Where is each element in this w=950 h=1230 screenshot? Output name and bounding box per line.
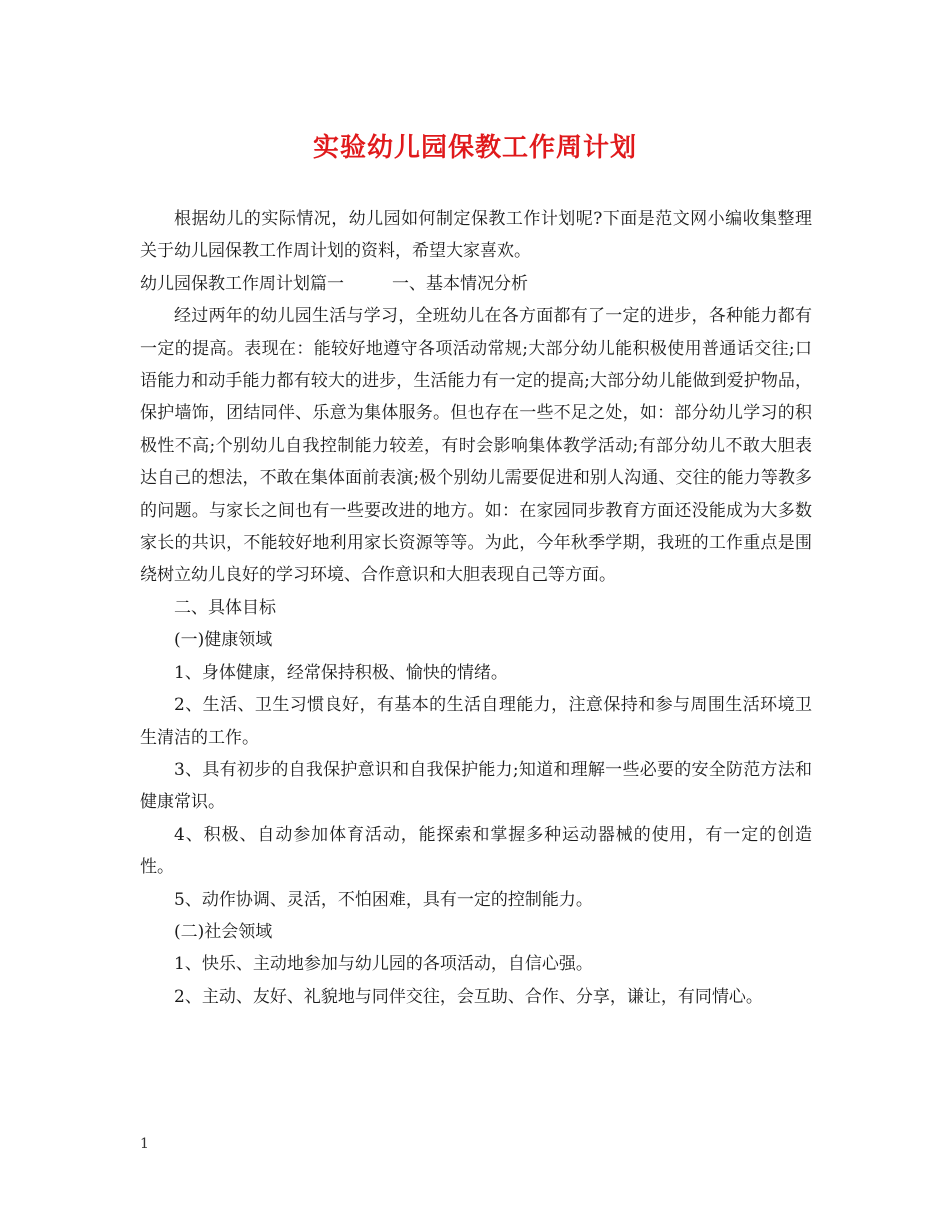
social-goal-1: 1、快乐、主动地参加与幼儿园的各项活动，自信心强。 — [174, 954, 593, 975]
social-goal-2: 2、主动、友好、礼貌地与同伴交往，会互助、合作、分享，谦让，有同情心。 — [174, 986, 763, 1007]
health-goal-1: 1、身体健康，经常保持积极、愉快的情绪。 — [174, 662, 508, 683]
health-domain-heading: (一)健康领域 — [174, 630, 273, 651]
part-label: 幼儿园保教工作周计划篇一 — [140, 273, 344, 294]
health-goal-4: 4、积极、自动参加体育活动，能探索和掌握多种运动器械的使用，有一定的创造性。 — [140, 824, 812, 878]
social-domain-heading: (二)社会领域 — [174, 921, 273, 942]
situation-analysis-paragraph: 经过两年的幼儿园生活与学习，全班幼儿在各方面都有了一定的进步，各种能力都有一定的提高。表现在：能较好地遵守各项活动常规;大部分幼儿能积极使用普通话交往;口语能力和动手能力都有较大的进步，生活能力有一定的提高;大部分幼儿能做到爱护物品，保护墙饰，团结同伴、乐意为集体服务。但也存在一些不足之处，如：部分幼儿学习的积极性不高;个别幼儿自我控制能力较差，有时会影响集体教学活动;有部分幼儿不敢大胆表达自己的想法，不敢在集体面前表演;极个别幼儿需要促进和别人沟通、交往的能力等教多的问题。与家长之间也有一些要改进的地方。如：在家园同步教育方面还没能成为大多数家长的共识，不能较好地利用家长资源等等。为此，今年秋季学期，我班的工作重点是围绕树立幼儿良好的学习环境、合作意识和大胆表现自己等方面。 — [140, 306, 812, 586]
document-body — [140, 203, 812, 1013]
document-title: 实验幼儿园保教工作周计划 — [312, 133, 637, 163]
section-label: 一、基本情况分析 — [392, 273, 528, 294]
page-number: 1 — [140, 1136, 149, 1152]
goals-heading: 二、具体目标 — [174, 597, 276, 618]
section-heading-line — [140, 268, 812, 300]
health-goal-2: 2、生活、卫生习惯良好，有基本的生活自理能力，注意保持和参与周围生活环境卫生清洁的工作。 — [140, 695, 812, 748]
intro-paragraph: 根据幼儿的实际情况，幼儿园如何制定保教工作计划呢?下面是范文网小编收集整理关于幼儿园保教工作周计划的资料，希望大家喜欢。 — [140, 209, 812, 262]
health-goal-3: 3、具有初步的自我保护意识和自我保护能力;知道和理解一些必要的安全防范方法和健康常识。 — [140, 759, 812, 813]
health-goal-5: 5、动作协调、灵活，不怕困难，具有一定的控制能力。 — [174, 889, 593, 910]
